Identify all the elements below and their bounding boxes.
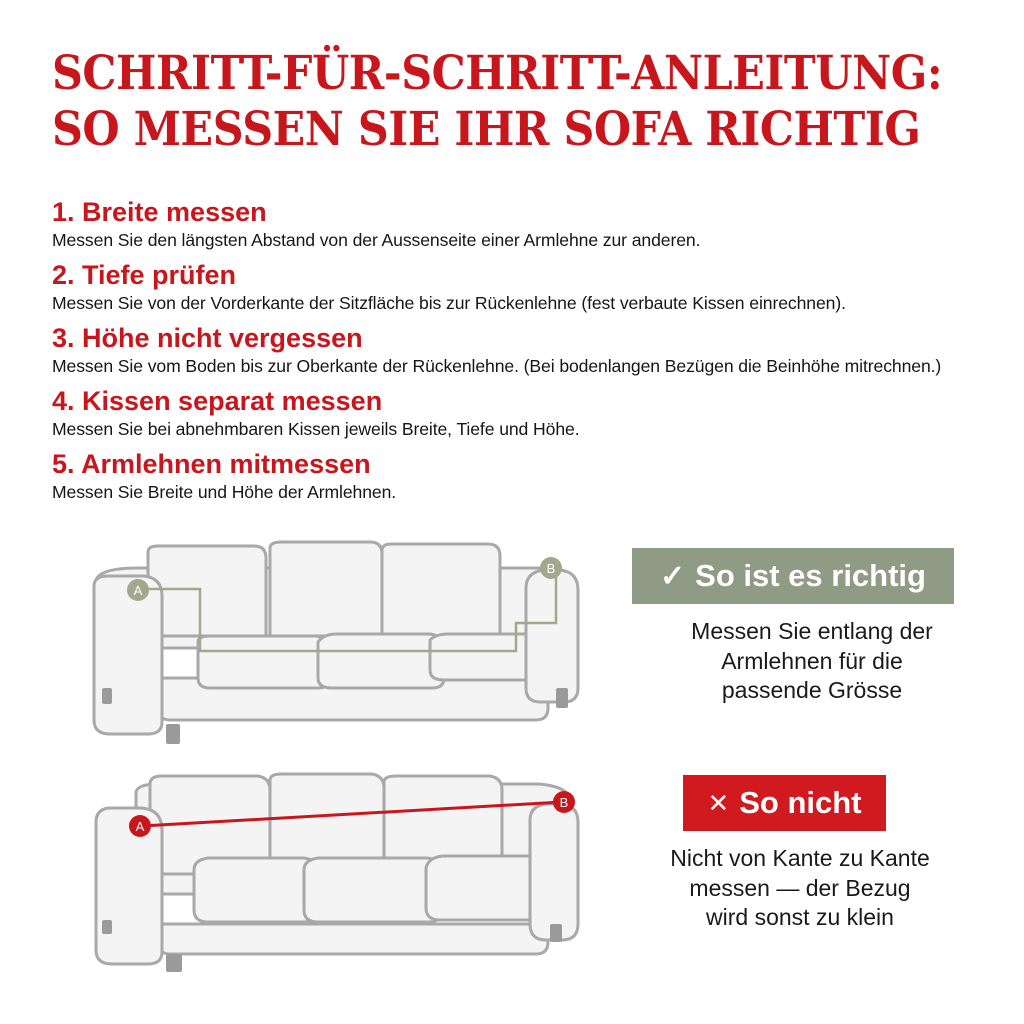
step-5	[52, 447, 1002, 510]
sofa-illustration-correct	[78, 538, 598, 748]
step-1-heading: 1. Breite messen	[52, 197, 267, 227]
right-armrest	[530, 804, 578, 940]
left-armrest	[96, 808, 162, 964]
step-3-text: Messen Sie vom Boden bis zur Oberkante der Rückenlehne. (Bei bodenlangen Bezügen die Beinhöhe mitrechnen.)	[52, 356, 942, 376]
sofa-leg	[166, 724, 180, 744]
marker-a	[127, 579, 149, 601]
back-cushion-left	[148, 546, 266, 636]
sofa-base	[158, 924, 548, 954]
step-4	[52, 384, 1002, 447]
seat-cushion-middle	[304, 858, 442, 922]
correct-banner-label: So ist es richtig	[695, 558, 926, 593]
svg-text:A: A	[133, 583, 143, 598]
sofa-illustration-wrong	[78, 774, 598, 984]
marker-b	[540, 557, 562, 579]
correct-caption-line-3: passende Grösse	[721, 677, 903, 703]
right-armrest	[526, 570, 578, 702]
step-1-text: Messen Sie den längsten Abstand von der Aussenseite einer Armlehne zur anderen.	[52, 230, 701, 250]
seat-cushion-left	[198, 636, 330, 688]
step-3	[52, 321, 1002, 384]
title-line-2: SO MESSEN SIE IHR SOFA RICHTIG	[52, 102, 921, 157]
correct-banner	[632, 548, 954, 604]
step-5-heading: 5. Armlehnen mitmessen	[52, 449, 371, 479]
step-1	[52, 195, 1002, 258]
step-2-text: Messen Sie von der Vorderkante der Sitzfläche bis zur Rückenlehne (fest verbaute Kissen einrechnen).	[52, 293, 846, 313]
step-list	[52, 195, 1002, 510]
svg-text:B: B	[559, 795, 569, 810]
step-5-text: Messen Sie Breite und Höhe der Armlehnen.	[52, 482, 397, 502]
correct-caption-line-2: Armlehnen für die	[721, 647, 903, 674]
step-4-text: Messen Sie bei abnehmbaren Kissen jeweils Breite, Tiefe und Höhe.	[52, 419, 580, 439]
marker-b	[553, 791, 575, 813]
sofa-leg	[166, 954, 182, 972]
correct-caption-line-1: Messen Sie entlang der	[691, 618, 933, 644]
seat-cushion-left	[194, 858, 318, 922]
wrong-banner-label: So nicht	[739, 785, 862, 820]
wrong-caption-line-3: wird sonst zu klein	[706, 904, 894, 930]
wrong-banner	[683, 775, 886, 831]
marker-a	[129, 815, 151, 837]
wrong-caption-line-1: Nicht von Kante zu Kante	[670, 845, 930, 871]
sofa-leg	[102, 920, 112, 934]
step-3-heading: 3. Höhe nicht vergessen	[52, 323, 363, 353]
back-cushion-right	[382, 544, 500, 638]
svg-text:A: A	[135, 819, 145, 834]
step-2-heading: 2. Tiefe prüfen	[52, 260, 237, 290]
step-2	[52, 258, 1002, 321]
svg-text:B: B	[546, 561, 556, 576]
checkmark-icon: ✓	[660, 559, 686, 593]
wrong-caption	[600, 844, 1000, 933]
page-title	[52, 46, 943, 158]
wrong-caption-line-2: messen — der Bezug	[689, 874, 911, 901]
cross-icon: ✕	[707, 787, 730, 818]
correct-caption	[612, 617, 1012, 706]
back-cushion-middle	[270, 542, 382, 636]
sofa-leg	[102, 688, 112, 704]
seat-cushion-middle	[318, 634, 444, 688]
left-armrest	[94, 576, 162, 734]
step-4-heading: 4. Kissen separat messen	[52, 386, 383, 416]
title-line-1: SCHRITT-FÜR-SCHRITT-ANLEITUNG:	[52, 46, 943, 101]
sofa-leg	[556, 688, 568, 708]
sofa-leg	[550, 924, 562, 942]
